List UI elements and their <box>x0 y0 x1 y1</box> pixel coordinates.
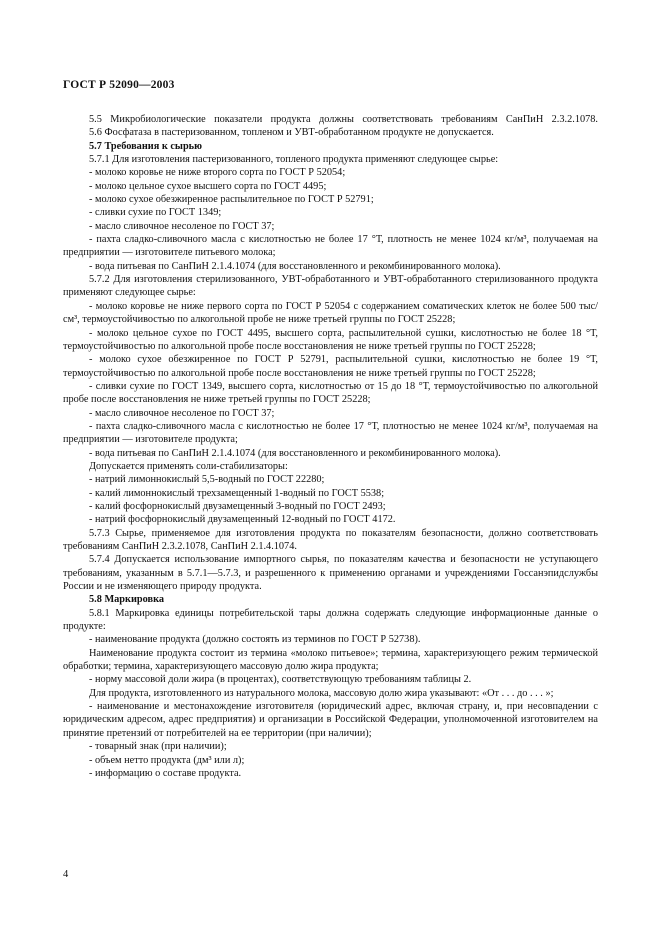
paragraph: Наименование продукта состоит из термина «молоко питьевое»; термина, характеризующего режим термической обработки; термина, характеризующего массовую долю жира продукта; <box>63 647 598 673</box>
list-item: - молоко цельное сухое высшего сорта по ГОСТ 4495; <box>89 180 327 192</box>
list-item: - норму массовой доли жира (в процентах), соответствующую требованиям таблицы 2. <box>89 674 472 686</box>
list-item: - информацию о составе продукта. <box>89 767 242 779</box>
paragraph: 5.7.2 Для изготовления стерилизованного, УВТ-обработанного и УВТ-обработанного стерилизованного продукта применяют следующее сырье: <box>63 274 598 299</box>
list-item: - сливки сухие по ГОСТ 1349, высшего сорта, кислотностью от 15 до 18 °Т, термоустойчивостью по алкогольной пробе после восстановления не ниже третьей группы по ГОСТ 25228; <box>63 380 598 406</box>
list-item: - натрий лимоннокислый 5,5-водный по ГОСТ 22280; <box>89 474 325 486</box>
document-body <box>63 113 598 780</box>
paragraph: Для продукта, изготовленного из натурального молока, массовую долю жира указывают: «От . . . до . . . »; <box>89 687 554 699</box>
list-item: - молоко коровье не ниже второго сорта по ГОСТ Р 52054; <box>89 167 346 179</box>
list-item: - объем нетто продукта (дм³ или л); <box>89 754 245 766</box>
paragraph: Допускается применять соли-стабилизаторы: <box>89 460 288 472</box>
page-number: 4 <box>63 869 69 880</box>
list-item: - вода питьевая по СанПиН 2.1.4.1074 (для восстановленного и рекомбинированного молока). <box>89 260 501 272</box>
paragraph: 5.7.4 Допускается использование импортного сырья, по показателям качества и безопасности не уступающего требованиям, указанным в 5.7.1—5.7.3, и разрешенного к применению органами и учреждениями Госсанэпидслужбы России и не изменяющего природу продукта. <box>63 554 598 593</box>
list-item: - калий фосфорнокислый двузамещенный 3-водный по ГОСТ 2493; <box>89 500 386 512</box>
list-item: - молоко коровье не ниже первого сорта по ГОСТ Р 52054 с содержанием соматических клеток не более 500 тыс/см³, термоустойчивостью по алкогольной пробе не ниже третьей группы по ГОСТ 25228; <box>63 300 598 326</box>
section-heading: 5.8 Маркировка <box>89 594 165 606</box>
paragraph: 5.7.3 Сырье, применяемое для изготовления продукта по показателям безопасности, должно соответствовать требованиям СанПиН 2.3.2.1078, СанПиН 2.1.4.1074. <box>63 527 598 552</box>
list-item: - пахта сладко-сливочного масла с кислотностью не более 17 °Т, плотность не менее 1024 кг/м³, получаемая на предприятии — изготовителе питьевого молока; <box>63 234 598 259</box>
document-header: ГОСТ Р 52090—2003 <box>63 79 175 91</box>
list-item: - сливки сухие по ГОСТ 1349; <box>89 207 222 219</box>
list-item: - натрий фосфорнокислый двузамещенный 12-водный по ГОСТ 4172. <box>89 514 396 526</box>
list-item: - молоко сухое обезжиренное по ГОСТ Р 52791, распылительной сушки, кислотностью не более 19 °Т, термоустойчивостью по алкогольной пробе после восстановления не ниже третьей группы по ГОСТ 25228; <box>63 354 598 379</box>
paragraph: 5.5 Микробиологические показатели продукта должны соответствовать требованиям СанПиН 2.3.2.1078. <box>89 114 598 125</box>
list-item: - молоко сухое обезжиренное распылительное по ГОСТ Р 52791; <box>89 194 374 206</box>
paragraph: 5.7.1 Для изготовления пастеризованного, топленого продукта применяют следующее сырье: <box>89 154 499 166</box>
list-item: - наименование и местонахождение изготовителя (юридический адрес, включая страну, и, при несовпадении с юридическим адресом, адрес предприятия) и организации в Российской Федерации, уполномоченной изготовителем на принятие претензий от потребителей на ее территории (при наличии); <box>63 701 598 739</box>
list-item: - наименование продукта (должно состоять из терминов по ГОСТ Р 52738). <box>89 634 421 646</box>
paragraph: 5.6 Фосфатаза в пастеризованном, топленом и УВТ-обработанном продукте не допускается. <box>89 127 494 139</box>
list-item: - масло сливочное несоленое по ГОСТ 37; <box>89 407 275 419</box>
list-item: - вода питьевая по СанПиН 2.1.4.1074 (для восстановленного и рекомбинированного молока). <box>89 447 501 459</box>
list-item: - масло сливочное несоленое по ГОСТ 37; <box>89 220 275 232</box>
list-item: - товарный знак (при наличии); <box>89 741 227 753</box>
paragraph: 5.8.1 Маркировка единицы потребительской тары должна содержать следующие информационные данные о продукте: <box>63 607 598 633</box>
list-item: - калий лимоннокислый трехзамещенный 1-водный по ГОСТ 5538; <box>89 487 385 499</box>
section-heading: 5.7 Требования к сырью <box>89 140 202 152</box>
list-item: - пахта сладко-сливочного масла с кислотностью не более 17 °Т, плотностью не менее 1024 кг/м³, получаемая на предприятии — изготовителе продукта; <box>63 420 598 446</box>
list-item: - молоко цельное сухое по ГОСТ 4495, высшего сорта, распылительной сушки, кислотностью не более 18 °Т, термоустойчивостью по алкогольной пробе после восстановления не ниже третьей группы по ГОСТ 25228; <box>63 327 598 352</box>
